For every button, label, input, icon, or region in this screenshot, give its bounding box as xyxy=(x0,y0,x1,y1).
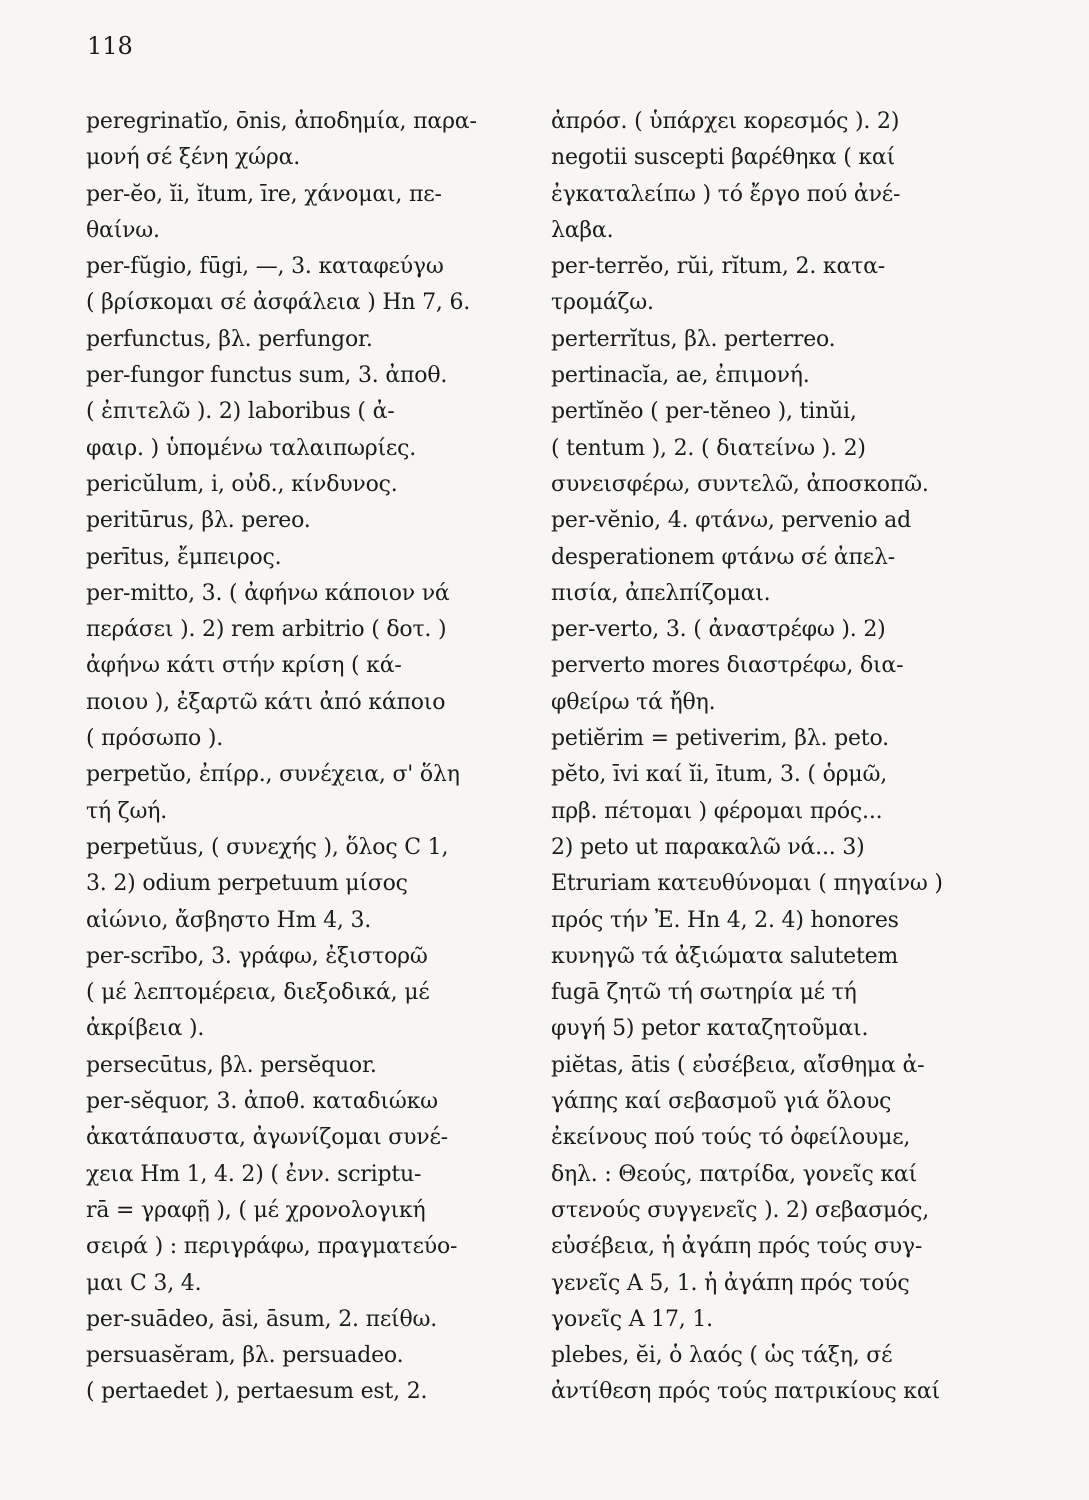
left-column-line: μονή σέ ξένη χώρα. xyxy=(86,145,301,171)
right-column-line: ἀντίθεση πρός τούς πατρικίους καί xyxy=(551,1379,940,1405)
left-column-line: per-fŭgio, fūgi, —, 3. καταφεύγω xyxy=(86,254,444,280)
right-column-line: per-terrĕo, rŭi, rĭtum, 2. κατα- xyxy=(551,254,885,280)
right-column-line: φθείρω τά ἤθη. xyxy=(551,689,716,715)
right-column-line: ἐκείνους πού τούς τό ὀφείλουμε, xyxy=(551,1125,911,1151)
left-column-line: pericŭlum, i, οὐδ., κίνδυνος. xyxy=(86,471,398,497)
left-column-line: τή ζωή. xyxy=(86,798,167,824)
left-column-line: perpetŭus, ( συνεχής ), ὅλος C 1, xyxy=(86,834,449,860)
right-column-line: piĕtas, ātis ( εὐσέβεια, αἴσθημα ἀ- xyxy=(551,1052,925,1078)
page-number: 118 xyxy=(87,32,133,60)
left-column-line: 3. 2) odium perpetuum μίσος xyxy=(86,871,408,897)
right-column-line: λαβα. xyxy=(551,217,614,243)
left-column-line: μαι C 3, 4. xyxy=(86,1270,202,1296)
right-column-line: κυνηγῶ τά ἀξιώματα salutetem xyxy=(551,943,899,969)
right-column-line: ἀπρόσ. ( ὑπάρχει κορεσμός ). 2) xyxy=(551,109,900,134)
right-column-line: φυγή 5) petor καταζητοῦμαι. xyxy=(551,1016,869,1042)
left-column-line: perpetŭo, ἐπίρρ., συνέχεια, σ' ὅλη xyxy=(86,762,460,788)
left-column-line: ( πρόσωπο ). xyxy=(86,726,224,752)
left-column-line: θαίνω. xyxy=(86,217,160,243)
left-column-line: perītus, ἔμπειρος. xyxy=(86,544,282,570)
right-column-line: γάπης καί σεβασμοῦ γιά ὅλους xyxy=(551,1089,892,1115)
left-column-line: per-sĕquor, 3. ἀποθ. καταδιώκω xyxy=(86,1089,438,1115)
left-column-line: rā = γραφῇ ), ( μέ χρονολογική xyxy=(86,1197,426,1223)
right-column-line: pĕto, īvi καί ĭi, ītum, 3. ( ὁρμῶ, xyxy=(551,762,888,788)
left-column xyxy=(86,104,526,1411)
right-column-line: desperationem φτάνω σέ ἀπελ- xyxy=(551,544,895,570)
right-column-line: fugā ζητῶ τή σωτηρία μέ τή xyxy=(551,980,857,1006)
right-column-line: τρομάζω. xyxy=(551,290,654,316)
right-column-line: πρβ. πέτομαι ) φέρομαι πρός... xyxy=(551,798,883,824)
right-column-line: πισία, ἀπελπίζομαι. xyxy=(551,580,771,606)
left-column-line: ἀκατάπαυστα, ἀγωνίζομαι συνέ- xyxy=(86,1125,448,1151)
left-column-line: per-mitto, 3. ( ἀφήνω κάποιον νά xyxy=(86,580,450,606)
left-column-line: ποιου ), ἐξαρτῶ κάτι ἀπό κάποιο xyxy=(86,689,446,715)
right-column-line: perterrĭtus, βλ. perterreo. xyxy=(551,326,836,352)
left-column-line: per-suādeo, āsi, āsum, 2. πείθω. xyxy=(86,1306,438,1332)
left-column-line: peregrinatĭo, ōnis, ἀποδημία, παρα- xyxy=(86,109,477,134)
left-column-line: per-fungor functus sum, 3. ἀποθ. xyxy=(86,363,448,389)
right-column-line: δηλ. : Θεούς, πατρίδα, γονεῖς καί xyxy=(551,1161,917,1187)
right-column xyxy=(551,104,999,1411)
left-column-line: χεια Hm 1, 4. 2) ( ἐνν. scriptu- xyxy=(86,1161,422,1187)
left-column-line: ἀκρίβεια ). xyxy=(86,1016,205,1042)
right-column-line: pertinacĭa, ae, ἐπιμονή. xyxy=(551,363,810,389)
right-column-line: petiĕrim = petiverim, βλ. peto. xyxy=(551,726,889,752)
left-column-line: περάσει ). 2) rem arbitrio ( δοτ. ) xyxy=(86,617,447,643)
right-column-line: στενούς συγγενεῖς ). 2) σεβασμός, xyxy=(551,1197,930,1223)
left-column-line: peritūrus, βλ. pereo. xyxy=(86,508,311,534)
right-column-line: γενεῖς A 5, 1. ἡ ἀγάπη πρός τούς xyxy=(551,1270,910,1296)
left-column-line: ( μέ λεπτομέρεια, διεξοδικά, μέ xyxy=(86,980,430,1006)
left-column-line: per-scrībo, 3. γράφω, ἐξιστορῶ xyxy=(86,943,428,969)
right-column-line: per-vĕnio, 4. φτάνω, pervenio ad xyxy=(551,508,911,534)
left-column-line: persuasĕram, βλ. persuadeo. xyxy=(86,1343,404,1369)
left-column-line: ἀφήνω κάτι στήν κρίση ( κά- xyxy=(86,653,402,679)
left-column-line: per-ĕo, ĭi, ĭtum, īre, χάνομαι, πε- xyxy=(86,181,442,207)
left-column-line: perfunctus, βλ. perfungor. xyxy=(86,326,373,352)
left-column-line: ( pertaedet ), pertaesum est, 2. xyxy=(86,1379,428,1405)
left-column-line: ( βρίσκομαι σέ ἀσφάλεια ) Hn 7, 6. xyxy=(86,290,471,316)
right-column-line: πρός τήν Ἐ. Hn 4, 2. 4) honores xyxy=(551,907,899,933)
right-column-line: pertĭnĕo ( per-tĕneo ), tinŭi, xyxy=(551,399,857,425)
right-column-line: γονεῖς A 17, 1. xyxy=(551,1306,713,1332)
left-column-line: φαιρ. ) ὑπομένω ταλαιπωρίες. xyxy=(86,435,416,461)
right-column-line: ( tentum ), 2. ( διατείνω ). 2) xyxy=(551,435,866,461)
right-column-line: per-verto, 3. ( ἀναστρέφω ). 2) xyxy=(551,617,886,643)
left-column-line: ( ἐπιτελῶ ). 2) laboribus ( ἀ- xyxy=(86,399,395,425)
right-column-line: εὐσέβεια, ἡ ἀγάπη πρός τούς συγ- xyxy=(551,1234,923,1260)
right-column-line: συνεισφέρω, συντελῶ, ἀποσκοπῶ. xyxy=(551,471,929,497)
left-column-line: σειρά ) : περιγράφω, πραγματεύο- xyxy=(86,1234,458,1260)
right-column-line: ἐγκαταλείπω ) τό ἔργο πού ἀνέ- xyxy=(551,181,901,207)
right-column-line: perverto mores διαστρέφω, δια- xyxy=(551,653,904,679)
left-column-line: persecūtus, βλ. persĕquor. xyxy=(86,1052,377,1078)
right-column-line: negotii suscepti βαρέθηκα ( καί xyxy=(551,145,896,171)
right-column-line: plebes, ĕi, ὁ λαός ( ὡς τάξη, σέ xyxy=(551,1343,893,1369)
right-column-line: 2) peto ut παρακαλῶ νά... 3) xyxy=(551,834,865,860)
left-column-line: αἰώνιο, ἄσβηστο Hm 4, 3. xyxy=(86,907,372,933)
right-column-line: Etruriam κατευθύνομαι ( πηγαίνω ) xyxy=(551,871,943,897)
